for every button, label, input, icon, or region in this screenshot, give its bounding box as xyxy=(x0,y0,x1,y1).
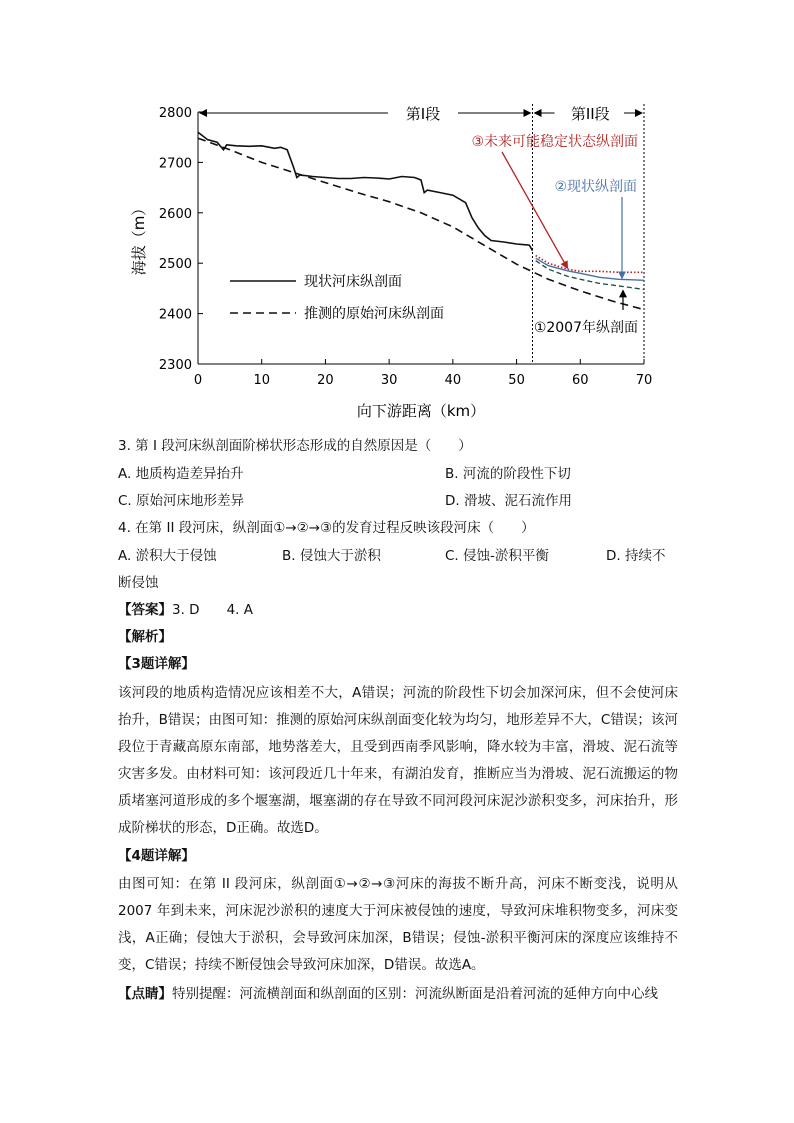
q3-stem: 3. 第 I 段河床纵剖面阶梯状形态形成的自然原因是（ ） xyxy=(118,438,472,454)
label-2007-profile: ①2007年纵剖面 xyxy=(533,320,638,336)
river-profile-chart xyxy=(118,92,678,424)
series-line-5 xyxy=(536,256,644,273)
q4-detail-title: 【4题详解】 xyxy=(118,848,195,864)
tip-label: 【点睛】 xyxy=(118,986,172,1002)
q3-option-b: B. 河流的阶段性下切 xyxy=(445,466,571,482)
x-tick-label: 0 xyxy=(193,373,203,388)
x-tick-label: 30 xyxy=(380,373,398,388)
arrow-future-profile xyxy=(502,152,568,268)
tip-line xyxy=(118,984,658,1004)
answer-line xyxy=(118,600,253,620)
x-tick-label: 50 xyxy=(508,373,525,388)
label-future-profile: ③未来可能稳定状态纵剖面 xyxy=(471,134,638,150)
q4-option-b: B. 侵蚀大于淤积 xyxy=(282,548,381,564)
label-current-profile: ②现状纵剖面 xyxy=(554,179,637,195)
q4-option-c: C. 侵蚀-淤积平衡 xyxy=(445,548,549,564)
q3-option-c: C. 原始河床地形差异 xyxy=(118,493,245,509)
analysis-label: 【解析】 xyxy=(118,629,172,645)
y-tick-label: 2300 xyxy=(158,358,192,373)
x-tick-label: 60 xyxy=(572,373,589,388)
q4-option-d-continued: 断侵蚀 xyxy=(118,575,159,591)
x-tick-label: 70 xyxy=(635,373,653,388)
legend-label-current: 现状河床纵剖面 xyxy=(304,274,402,290)
segment1-label: 第I段 xyxy=(405,105,441,123)
y-tick-label: 2600 xyxy=(158,206,192,222)
y-tick-label: 2400 xyxy=(158,307,192,323)
q3-option-d: D. 滑坡、泥石流作用 xyxy=(445,493,572,509)
q3-detail-body: 该河段的地质构造情况应该相差不大，A错误；河流的阶段性下切会加深河床，但不会使河床抬升，B错误；由图可知：推测的原始河床纵剖面变化较为均匀，地形差异不大，C错误；该河段位于青藏高原东南部，地势落差大，且受到西南季风影响，降水较为丰富，滑坡、泥石流等灾害多发。由材料可知：该河段近几十年来，有湖泊发育，推断应当为滑坡、泥石流搬运的物质堵塞河道形成的多个堰塞湖，堰塞湖的存在导致不同河段河床泥沙淤积变多，河床抬升，形成阶梯状的形态，D正确。故选D。 xyxy=(118,685,678,836)
x-tick-label: 10 xyxy=(253,373,270,388)
q3-option-a: A. 地质构造差异抬升 xyxy=(118,466,244,482)
chart-annotations xyxy=(200,105,642,336)
y-axis-title: 海拔（m） xyxy=(130,200,148,276)
legend-label-original: 推测的原始河床纵剖面 xyxy=(304,306,444,322)
q4-option-a: A. 淤积大于侵蚀 xyxy=(118,548,217,564)
series-line-2 xyxy=(198,138,644,309)
answer-label: 【答案】 xyxy=(118,602,172,618)
segment2-label: 第II段 xyxy=(570,105,610,123)
y-tick-label: 2700 xyxy=(158,156,192,172)
tip-body: 特别提醒：河流横剖面和纵剖面的区别：河流纵断面是沿着河流的延伸方向中心线 xyxy=(172,986,658,1002)
chart-series xyxy=(198,132,644,309)
chart-axes xyxy=(130,104,652,420)
y-tick-label: 2800 xyxy=(158,106,192,121)
answer-text: 3. D 4. A xyxy=(172,602,253,618)
q4-detail-body: 由图可知：在第 II 段河床，纵剖面①→②→③河床的海拔不断升高，河床不断变浅，说明从 2007 年到未来，河床泥沙淤积的速度大于河床被侵蚀的速度，导致河床堆积物变多，河床变浅，A正确；侵蚀大于淤积，会导致河床加深，B错误；侵蚀-淤积平衡河床的深度应该维持不变，C错误；持续不断侵蚀会导致河床加深，D错误。故选A。 xyxy=(118,876,678,973)
q4-stem: 4. 在第 II 段河床，纵剖面①→②→③的发育过程反映该段河床（ ） xyxy=(118,520,535,536)
x-axis-title: 向下游距离（km） xyxy=(356,402,486,420)
x-tick-label: 40 xyxy=(444,373,462,388)
series-line-4 xyxy=(536,258,644,280)
q4-option-d: D. 持续不 xyxy=(606,548,666,564)
y-tick-label: 2500 xyxy=(158,257,192,273)
q3-detail-title: 【3题详解】 xyxy=(118,656,195,672)
x-tick-label: 20 xyxy=(317,373,334,388)
